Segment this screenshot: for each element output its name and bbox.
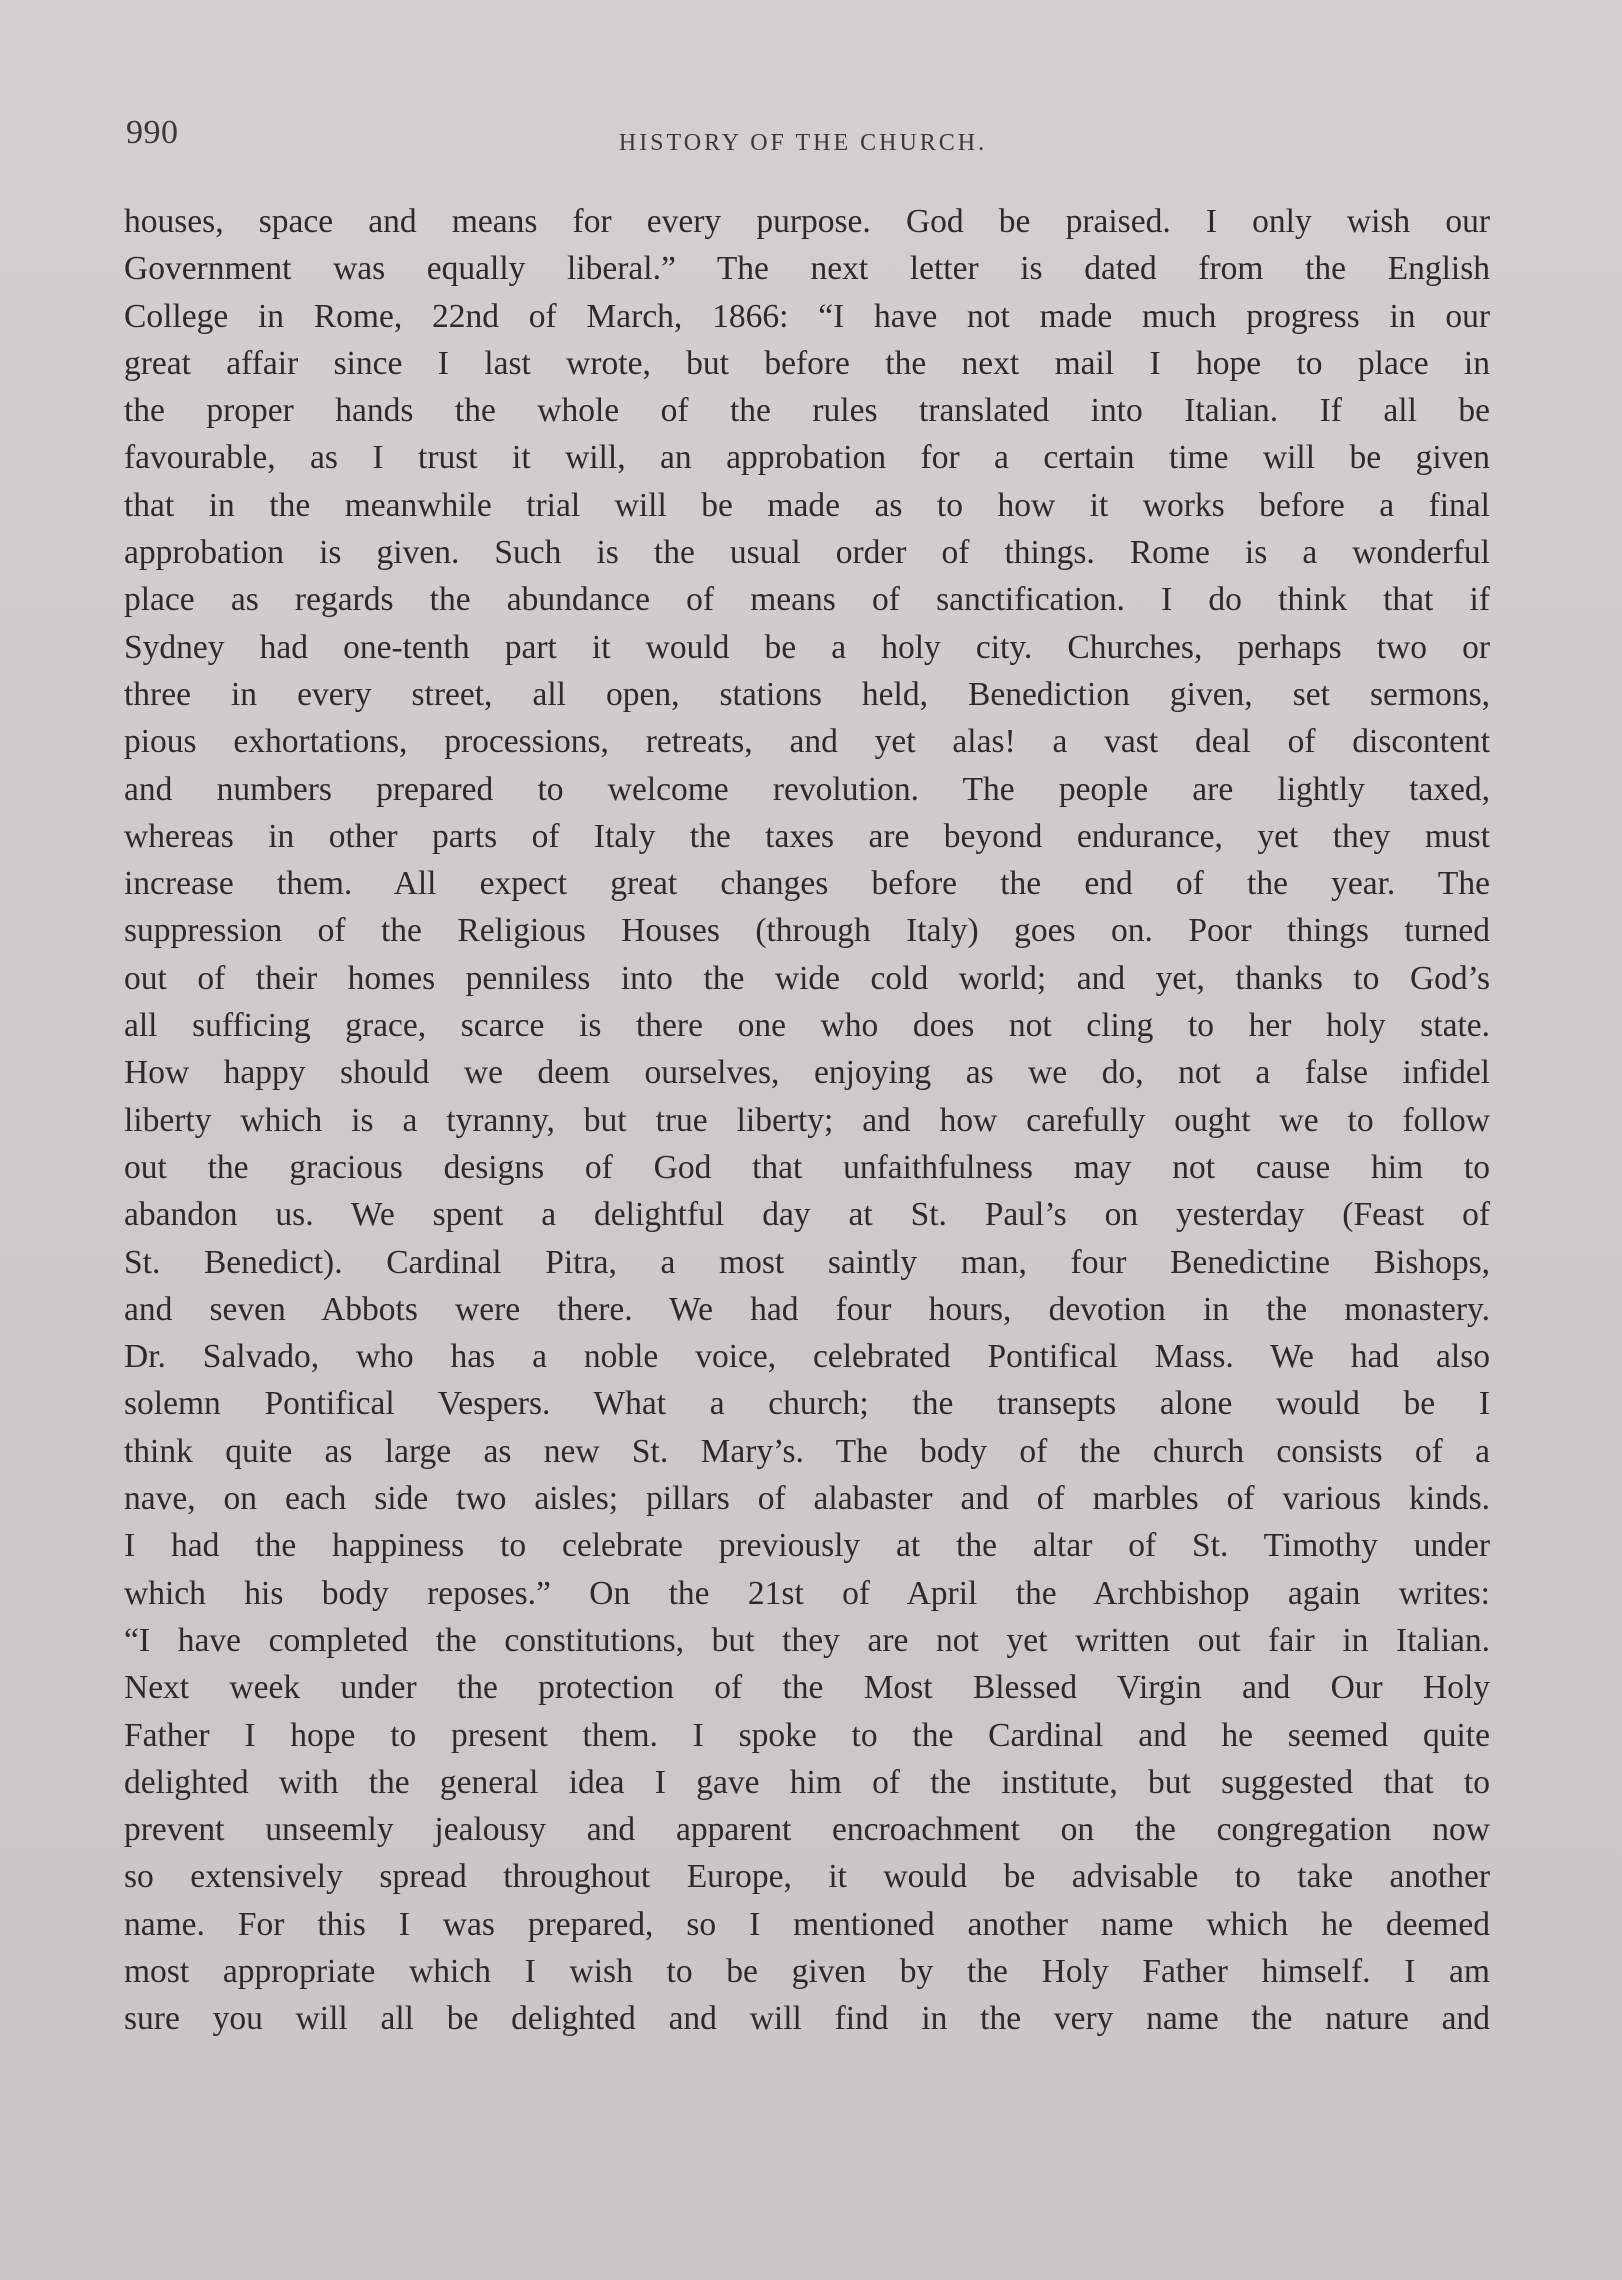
text-line: College in Rome, 22nd of March, 1866: “I have not made much progress in our	[124, 297, 1490, 335]
text-line: and numbers prepared to welcome revolution. The people are lightly taxed,	[124, 770, 1490, 808]
text-line: houses, space and means for every purpose. God be praised. I only wish our	[124, 203, 1490, 240]
text-line: Dr. Salvado, who has a noble voice, celebrated Pontifical Mass. We had also	[124, 1338, 1490, 1376]
text-line: delighted with the general idea I gave him of the institute, but suggested that to	[124, 1763, 1490, 1801]
running-head	[0, 130, 1622, 157]
text-line: and seven Abbots were there. We had four hours, devotion in the monastery.	[124, 1290, 1490, 1328]
text-line: think quite as large as new St. Mary’s. The body of the church consists of a	[124, 1432, 1490, 1470]
text-line: pious exhortations, processions, retreats, and yet alas! a vast deal of discontent	[124, 723, 1490, 761]
text-line: nave, on each side two aisles; pillars of alabaster and of marbles of various kinds.	[124, 1480, 1490, 1518]
text-line: How happy should we deem ourselves, enjoying as we do, not a false infidel	[124, 1054, 1490, 1092]
text-line: sure you will all be delighted and will find in the very name the nature and	[124, 2000, 1490, 2038]
text-line: out the gracious designs of God that unfaithfulness may not cause him to	[124, 1148, 1490, 1186]
text-line: St. Benedict). Cardinal Pitra, a most saintly man, four Benedictine Bishops,	[124, 1243, 1490, 1281]
text-line: suppression of the Religious Houses (through Italy) goes on. Poor things turned	[124, 912, 1490, 950]
text-line: abandon us. We spent a delightful day at St. Paul’s on yesterday (Feast of	[124, 1196, 1490, 1234]
text-line: “I have completed the constitutions, but they are not yet written out fair in Italian.	[124, 1621, 1490, 1659]
text-line: which his body reposes.” On the 21st of April the Archbishop again writes:	[124, 1574, 1490, 1612]
text-line: three in every street, all open, stations held, Benediction given, set sermons,	[124, 675, 1490, 713]
text-line: Government was equally liberal.” The next letter is dated from the English	[124, 250, 1490, 288]
text-line: name. For this I was prepared, so I mentioned another name which he deemed	[124, 1905, 1490, 1943]
text-line: approbation is given. Such is the usual order of things. Rome is a wonderful	[124, 534, 1490, 572]
running-head-text: HISTORY OF THE CHURCH.	[618, 130, 988, 156]
text-line: great affair since I last wrote, but before the next mail I hope to place in	[124, 344, 1490, 382]
text-line: whereas in other parts of Italy the taxes are beyond endurance, yet they must	[124, 817, 1490, 855]
text-line: Next week under the protection of the Most Blessed Virgin and Our Holy	[124, 1669, 1490, 1707]
text-line: favourable, as I trust it will, an approbation for a certain time will be given	[124, 439, 1490, 477]
text-line: that in the meanwhile trial will be made as to how it works before a final	[124, 486, 1490, 524]
text-line: so extensively spread throughout Europe, it would be advisable to take another	[124, 1858, 1490, 1896]
text-line: Father I hope to present them. I spoke to the Cardinal and he seemed quite	[124, 1716, 1490, 1754]
text-line: increase them. All expect great changes before the end of the year. The	[124, 865, 1490, 903]
text-line: place as regards the abundance of means of sanctification. I do think that if	[124, 581, 1490, 619]
text-line: liberty which is a tyranny, but true liberty; and how carefully ought we to follow	[124, 1101, 1490, 1139]
text-line: Sydney had one-tenth part it would be a holy city. Churches, perhaps two or	[124, 628, 1490, 666]
text-line: most appropriate which I wish to be given by the Holy Father himself. I am	[124, 1952, 1490, 1990]
text-line: solemn Pontifical Vespers. What a church; the transepts alone would be I	[124, 1385, 1490, 1423]
text-line: prevent unseemly jealousy and apparent encroachment on the congregation now	[124, 1811, 1490, 1849]
body-text	[124, 198, 1490, 2043]
text-line: I had the happiness to celebrate previously at the altar of St. Timothy under	[124, 1527, 1490, 1565]
text-line: out of their homes penniless into the wide cold world; and yet, thanks to God’s	[124, 959, 1490, 997]
text-line: the proper hands the whole of the rules translated into Italian. If all be	[124, 392, 1490, 430]
page-number: 990	[126, 114, 179, 151]
text-line: all sufficing grace, scarce is there one who does not cling to her holy state.	[124, 1007, 1490, 1045]
